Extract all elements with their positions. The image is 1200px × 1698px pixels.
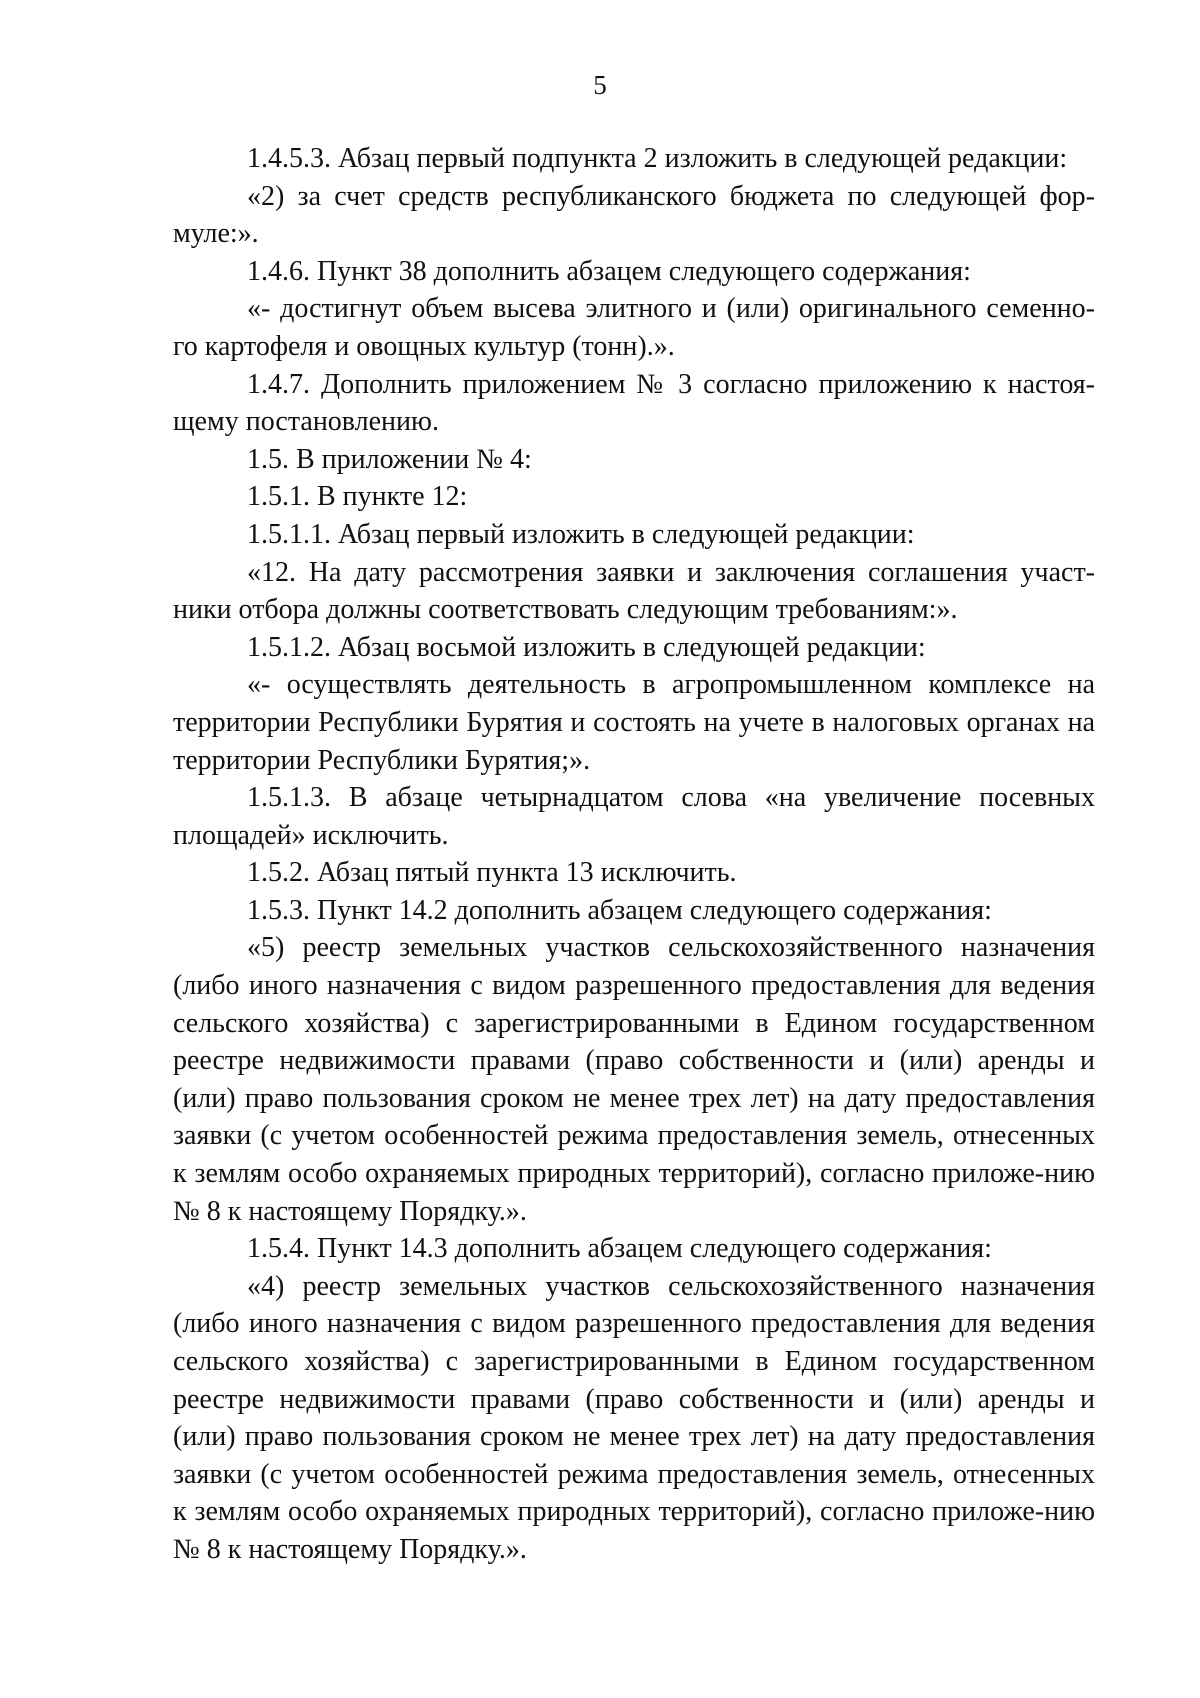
paragraph-quote-12: «12. На дату рассмотрения заявки и заключения соглашения участ-ники отбора должны соответствовать следующим требованиям:». <box>173 556 1095 626</box>
paragraph-1-5-1-3: 1.5.1.3. В абзаце четырнадцатом слова «на увеличение посевных площадей» исключить. <box>173 782 1095 851</box>
paragraph-1-5-4: 1.5.4. Пункт 14.3 дополнить абзацем следующего содержания: <box>247 1233 992 1265</box>
paragraph-1-4-7: 1.4.7. Дополнить приложением № 3 согласно приложению к настоя-щему постановлению. <box>173 368 1095 438</box>
paragraph-1-5-3: 1.5.3. Пункт 14.2 дополнить абзацем следующего содержания: <box>247 894 992 926</box>
page-number: 5 <box>593 70 607 100</box>
paragraph-quote-seed-volume: «- достигнут объем высева элитного и (или) оригинального семенно-го картофеля и овощных культур (тонн).». <box>173 293 1095 362</box>
paragraph-quote-2: «2) за счет средств республиканского бюджета по следующей фор-муле:». <box>173 180 1095 250</box>
paragraph-quote-4-land-registry: «4) реестр земельных участков сельскохозяйственного назначения (либо иного назначения с видом разрешенного предоставления для ведения сельского хозяйства) с зарегистрированными в Едином государственном реестре недвижимости правами (право собственности и (или) аренды и (или) право пользования сроком не менее трех лет) на дату предоставления заявки (с учетом особенностей режима предоставления земель, отнесенных к землям особо охраняемых природных территорий), согласно приложе-нию № 8 к настоящему Порядку.». <box>173 1270 1095 1565</box>
paragraph-1-5-1-2: 1.5.1.2. Абзац восьмой изложить в следующей редакции: <box>247 631 926 663</box>
paragraph-1-5-1-1: 1.5.1.1. Абзац первый изложить в следующей редакции: <box>247 518 915 550</box>
paragraph-1-4-6: 1.4.6. Пункт 38 дополнить абзацем следующего содержания: <box>247 255 971 287</box>
document-body <box>173 140 1095 1569</box>
paragraph-1-5: 1.5. В приложении № 4: <box>247 443 532 475</box>
paragraph-quote-5-land-registry: «5) реестр земельных участков сельскохозяйственного назначения (либо иного назначения с видом разрешенного предоставления для ведения сельского хозяйства) с зарегистрированными в Едином государственном реестре недвижимости правами (право собственности и (или) аренды и (или) право пользования сроком не менее трех лет) на дату предоставления заявки (с учетом особенностей режима предоставления земель, отнесенных к землям особо охраняемых природных территорий), согласно приложе-нию № 8 к настоящему Порядку.». <box>173 932 1095 1227</box>
paragraph-quote-activity: «- осуществлять деятельность в агропромышленном комплексе на территории Республики Бурятия и состоять на учете в налоговых органах на территории Республики Бурятия;». <box>173 669 1095 776</box>
paragraph-1-5-1: 1.5.1. В пункте 12: <box>247 481 468 513</box>
paragraph-1-4-5-3: 1.4.5.3. Абзац первый подпункта 2 изложить в следующей редакции: <box>247 143 1068 174</box>
paragraph-1-5-2: 1.5.2. Абзац пятый пункта 13 исключить. <box>247 857 737 889</box>
